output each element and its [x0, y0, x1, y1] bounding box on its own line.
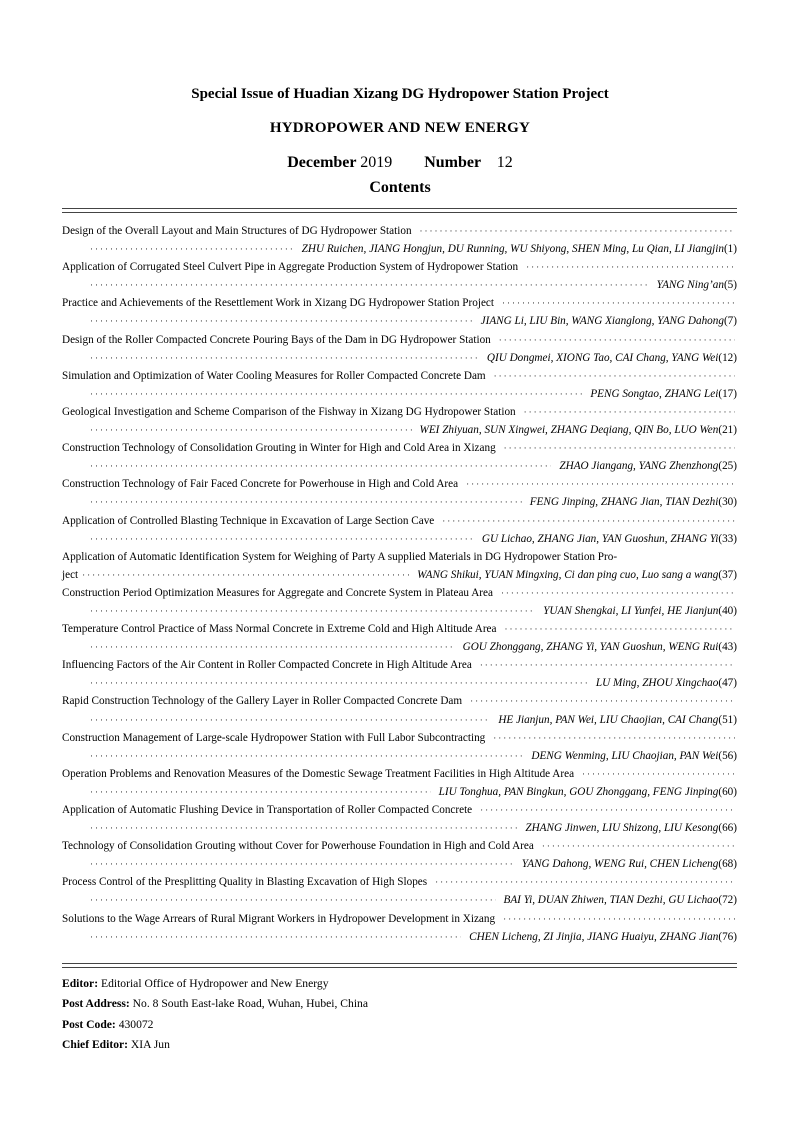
dot-leader [502, 294, 735, 312]
toc-entry-title: Application of Automatic Identification System for Weighing of Party A supplied Materials in DG Hydropower Station Pro- [62, 550, 618, 563]
postcode-line [62, 1015, 368, 1035]
toc-entry [62, 765, 737, 801]
dot-leader [90, 747, 523, 765]
toc-entry [62, 439, 737, 475]
toc-entry [62, 367, 737, 403]
top-rule-inner [62, 212, 737, 213]
toc-entry [62, 729, 737, 765]
toc-entry-authors: YANG Dahong, WENG Rui, CHEN Licheng [521, 858, 719, 871]
editor-line [62, 974, 368, 994]
toc-entry-page: (12) [718, 351, 737, 364]
bottom-rule [62, 963, 737, 964]
toc-entry [62, 584, 737, 620]
toc-entry [62, 475, 737, 511]
dot-leader [420, 222, 735, 240]
toc-entry-title: Practice and Achievements of the Resettlement Work in Xizang DG Hydropower Station Project [62, 297, 494, 310]
toc-entry-title: Solutions to the Wage Arrears of Rural Migrant Workers in Hydropower Development in Xizang [62, 912, 496, 925]
toc-entry [62, 692, 737, 728]
toc-entry-title: Operation Problems and Renovation Measures of the Domestic Sewage Treatment Facilities in High Altitude Area [62, 767, 575, 780]
dot-leader [90, 674, 588, 692]
dot-leader [524, 403, 735, 421]
toc-entry-title: Simulation and Optimization of Water Cooling Measures for Roller Compacted Concrete Dam [62, 369, 486, 382]
toc-entry-title: Rapid Construction Technology of the Gallery Layer in Roller Compacted Concrete Dam [62, 695, 463, 708]
toc-entry-title: Application of Controlled Blasting Technique in Excavation of Large Section Cave [62, 514, 435, 527]
dot-leader [504, 620, 735, 638]
toc-entry-page: (76) [718, 930, 737, 943]
postcode-label: Post Code: [62, 1017, 116, 1031]
dot-leader [90, 276, 649, 294]
dot-leader [90, 312, 473, 330]
dot-leader [90, 783, 431, 801]
chief-editor-line [62, 1035, 368, 1055]
toc-entry-title: Influencing Factors of the Air Content in Roller Compacted Concrete in High Altitude Area [62, 659, 472, 672]
toc-entry-page: (1) [723, 243, 737, 256]
dot-leader [82, 566, 409, 584]
table-of-contents [62, 222, 737, 946]
toc-entry-page: (25) [718, 460, 737, 473]
dot-leader [526, 258, 735, 276]
toc-entry-title: Design of the Roller Compacted Concrete Pouring Bays of the Dam in DG Hydropower Station [62, 333, 491, 346]
toc-entry-page: (66) [718, 822, 737, 835]
toc-entry-authors: PENG Songtao, ZHANG Lei [590, 387, 719, 400]
dot-leader [466, 475, 735, 493]
toc-entry [62, 294, 737, 330]
toc-entry-title-continued: ject [62, 568, 79, 581]
dot-leader [501, 584, 735, 602]
toc-entry-authors: WEI Zhiyuan, SUN Xingwei, ZHANG Deqiang, QIN Bo, LUO Wen [419, 424, 719, 437]
toc-entry-page: (68) [718, 858, 737, 871]
toc-entry [62, 873, 737, 909]
issue-number-label: Number [424, 154, 481, 171]
toc-entry-authors: HE Jianjun, PAN Wei, LIU Chaojian, CAI Chang [498, 713, 719, 726]
dot-leader [90, 530, 474, 548]
dot-leader [90, 385, 582, 403]
toc-entry [62, 910, 737, 946]
contents-heading: Contents [369, 179, 431, 196]
toc-entry-title: Construction Period Optimization Measures for Aggregate and Concrete System in Plateau Area [62, 586, 493, 599]
toc-entry-page: (37) [718, 568, 737, 581]
toc-entry-page: (17) [718, 387, 737, 400]
dot-leader [90, 855, 514, 873]
dot-leader [90, 349, 479, 367]
toc-entry [62, 656, 737, 692]
toc-entry-title: Construction Management of Large-scale Hydropower Station with Full Labor Subcontracting [62, 731, 486, 744]
toc-entry-authors: JIANG Li, LIU Bin, WANG Xianglong, YANG Dahong [480, 315, 724, 328]
toc-entry [62, 258, 737, 294]
dot-leader [435, 873, 735, 891]
dot-leader [90, 638, 455, 656]
dot-leader [503, 910, 735, 928]
dot-leader [480, 801, 735, 819]
toc-entry-authors: DENG Wenming, LIU Chaojian, PAN Wei [531, 749, 719, 762]
toc-entry-title: Construction Technology of Consolidation Grouting in Winter for High and Cold Area in Xizang [62, 442, 496, 455]
toc-entry-authors: GU Lichao, ZHANG Jian, YAN Guoshun, ZHANG Yi [481, 532, 719, 545]
toc-entry-authors: WANG Shikui, YUAN Mingxing, Ci dan ping cuo, Luo sang a wang [417, 568, 719, 581]
toc-entry-authors: GOU Zhonggang, ZHANG Yi, YAN Guoshun, WENG Rui [462, 641, 719, 654]
toc-entry-page: (60) [718, 785, 737, 798]
toc-entry-authors: FENG Jinping, ZHANG Jian, TIAN Dezhi [529, 496, 719, 509]
toc-entry-authors: QIU Dongmei, XIONG Tao, CAI Chang, YANG Wei [486, 351, 719, 364]
toc-entry-authors: YUAN Shengkai, LI Yunfei, HE Jianjun [543, 604, 719, 617]
chief-editor-label: Chief Editor: [62, 1038, 129, 1052]
toc-entry-title: Application of Corrugated Steel Culvert Pipe in Aggregate Production System of Hydropower Station [62, 261, 519, 274]
toc-entry [62, 512, 737, 548]
dot-leader [90, 928, 461, 946]
toc-entry-title: Temperature Control Practice of Mass Normal Concrete in Extreme Cold and High Altitude Area [62, 623, 497, 636]
issue-number: 12 [496, 154, 513, 171]
toc-entry [62, 331, 737, 367]
editor-label: Editor: [62, 977, 99, 990]
toc-entry-page: (33) [718, 532, 737, 545]
dot-leader [90, 711, 490, 729]
toc-entry-title: Technology of Consolidation Grouting without Cover for Powerhouse Foundation in High and Cold Area [62, 840, 534, 853]
address-value: No. 8 South East-lake Road, Wuhan, Hubei, China [132, 997, 369, 1011]
dot-leader [442, 512, 735, 530]
bottom-rule-inner [62, 967, 737, 968]
toc-entry-page: (7) [723, 315, 737, 328]
toc-entry-authors: CHEN Licheng, ZI Jinjia, JIANG Huaiyu, ZHANG Jian [469, 930, 719, 943]
address-label: Post Address: [62, 997, 130, 1011]
toc-entry [62, 222, 737, 258]
dot-leader [90, 891, 496, 909]
toc-entry [62, 403, 737, 439]
editorial-info [62, 974, 368, 1056]
toc-entry-page: (5) [723, 279, 737, 292]
toc-entry-page: (43) [718, 641, 737, 654]
toc-entry [62, 837, 737, 873]
top-rule [62, 208, 737, 209]
toc-entry-authors: LIU Tonghua, PAN Bingkun, GOU Zhonggang, FENG Jinping [438, 785, 719, 798]
dot-leader [470, 692, 735, 710]
toc-entry [62, 801, 737, 837]
dot-leader [499, 331, 735, 349]
issue-month: December [287, 154, 357, 171]
toc-entry-title: Construction Technology of Fair Faced Concrete for Powerhouse in High and Cold Area [62, 478, 459, 491]
dot-leader [90, 819, 517, 837]
toc-entry-title: Application of Automatic Flushing Device in Transportation of Roller Compacted Concrete [62, 804, 473, 816]
dot-leader [504, 439, 735, 457]
toc-entry-page: (72) [718, 894, 737, 907]
toc-entry-page: (51) [718, 713, 737, 726]
toc-entry-authors: ZHAO Jiangang, YANG Zhenzhong [559, 460, 719, 473]
toc-entry-title: Process Control of the Presplitting Quality in Blasting Excavation of High Slopes [62, 876, 428, 889]
special-issue-title: Special Issue of Huadian Xizang DG Hydropower Station Project [191, 86, 609, 102]
toc-entry-authors: BAI Yi, DUAN Zhiwen, TIAN Dezhi, GU Lichao [503, 894, 719, 907]
dot-leader [90, 240, 294, 258]
dot-leader [90, 493, 522, 511]
toc-entry-page: (56) [718, 749, 737, 762]
issue-line [0, 154, 800, 172]
dot-leader [90, 457, 551, 475]
toc-entry [62, 548, 737, 584]
toc-entry-title: Design of the Overall Layout and Main Structures of DG Hydropower Station [62, 225, 412, 237]
editor-value: Editorial Office of Hydropower and New Energy [100, 977, 329, 990]
toc-entry-authors: ZHU Ruichen, JIANG Hongjun, DU Running, WU Shiyong, SHEN Ming, Lu Qian, LI Jiangjin [301, 243, 724, 256]
toc-entry-page: (21) [718, 424, 737, 437]
toc-entry-page: (47) [718, 677, 737, 690]
dot-leader [90, 421, 412, 439]
dot-leader [582, 765, 735, 783]
toc-entry [62, 620, 737, 656]
toc-entry-authors: ZHANG Jinwen, LIU Shizong, LIU Kesong [525, 822, 719, 835]
chief-editor-value: XIA Jun [130, 1038, 170, 1052]
toc-entry-authors: LU Ming, ZHOU Xingchao [595, 677, 719, 690]
dot-leader [493, 729, 735, 747]
dot-leader [542, 837, 735, 855]
issue-year: 2019 [360, 154, 393, 171]
toc-entry-title: Geological Investigation and Scheme Comparison of the Fishway in Xizang DG Hydropower Station [62, 405, 516, 418]
toc-entry-page: (30) [718, 496, 737, 509]
address-line [62, 994, 368, 1014]
toc-entry-page: (40) [718, 604, 737, 617]
dot-leader [90, 602, 535, 620]
postcode-value: 430072 [118, 1017, 154, 1031]
dot-leader [494, 367, 735, 385]
toc-entry-authors: YANG Ning’an [656, 279, 724, 292]
dot-leader [480, 656, 735, 674]
journal-title: HYDROPOWER AND NEW ENERGY [269, 120, 531, 136]
